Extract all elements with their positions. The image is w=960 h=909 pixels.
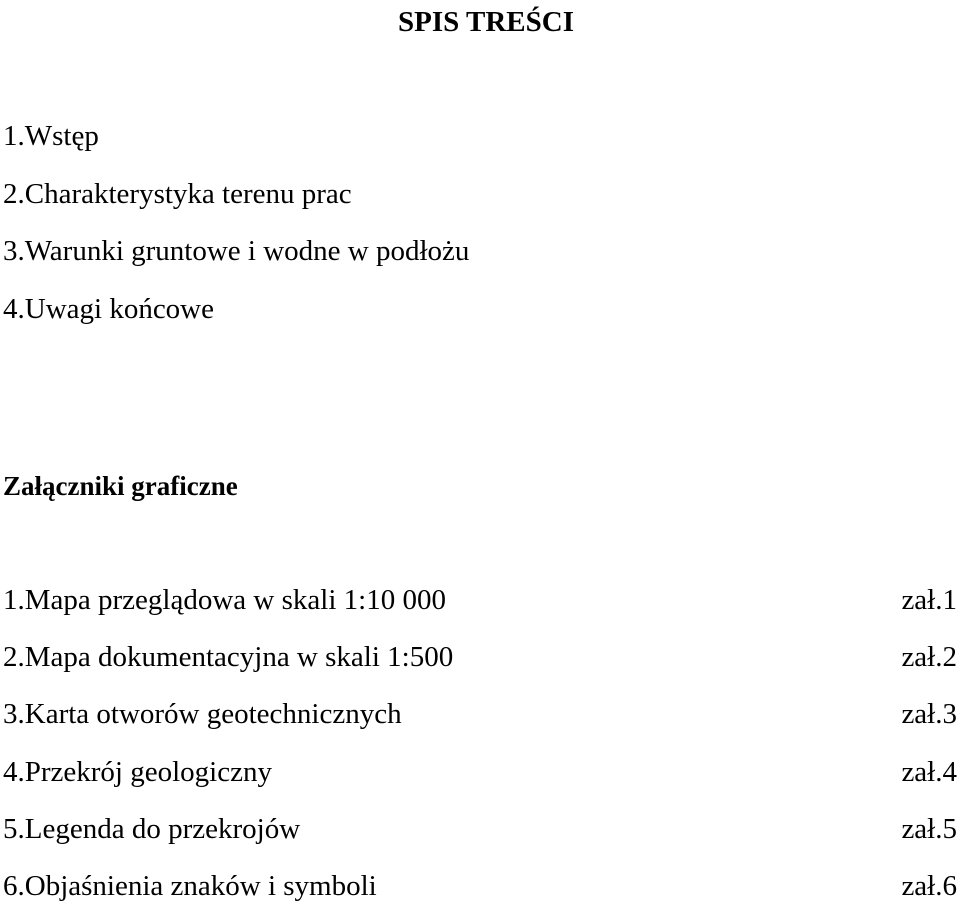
attachment-row-6 [3, 868, 957, 904]
attachments-heading: Załączniki graficzne [3, 471, 238, 501]
attachment-name: 3.Karta otworów geotechnicznych [3, 698, 402, 730]
attachment-row-1 [3, 582, 957, 618]
page-title: SPIS TREŚCI [398, 6, 574, 38]
toc-chapter-3: 3.Warunki gruntowe i wodne w podłożu [3, 235, 470, 267]
attachment-name: 4.Przekrój geologiczny [3, 756, 272, 788]
attachment-ref: zał.2 [901, 641, 957, 673]
attachment-row-3 [3, 696, 957, 732]
attachment-ref: zał.6 [901, 870, 957, 902]
toc-chapter-4: 4.Uwagi końcowe [3, 293, 215, 325]
attachment-ref: zał.3 [901, 698, 957, 730]
attachment-ref: zał.5 [901, 813, 957, 845]
attachment-name: 1.Mapa przeglądowa w skali 1:10 000 [3, 584, 446, 616]
toc-chapter-2: 2.Charakterystyka terenu prac [3, 178, 352, 210]
toc-chapter-1: 1.Wstęp [3, 120, 99, 152]
attachment-row-4 [3, 754, 957, 790]
attachment-row-2 [3, 639, 957, 675]
attachment-ref: zał.4 [901, 756, 957, 788]
attachment-ref: zał.1 [901, 584, 957, 616]
attachment-row-5 [3, 811, 957, 847]
attachment-name: 2.Mapa dokumentacyjna w skali 1:500 [3, 641, 454, 673]
attachment-name: 6.Objaśnienia znaków i symboli [3, 870, 377, 902]
attachment-name: 5.Legenda do przekrojów [3, 813, 301, 845]
